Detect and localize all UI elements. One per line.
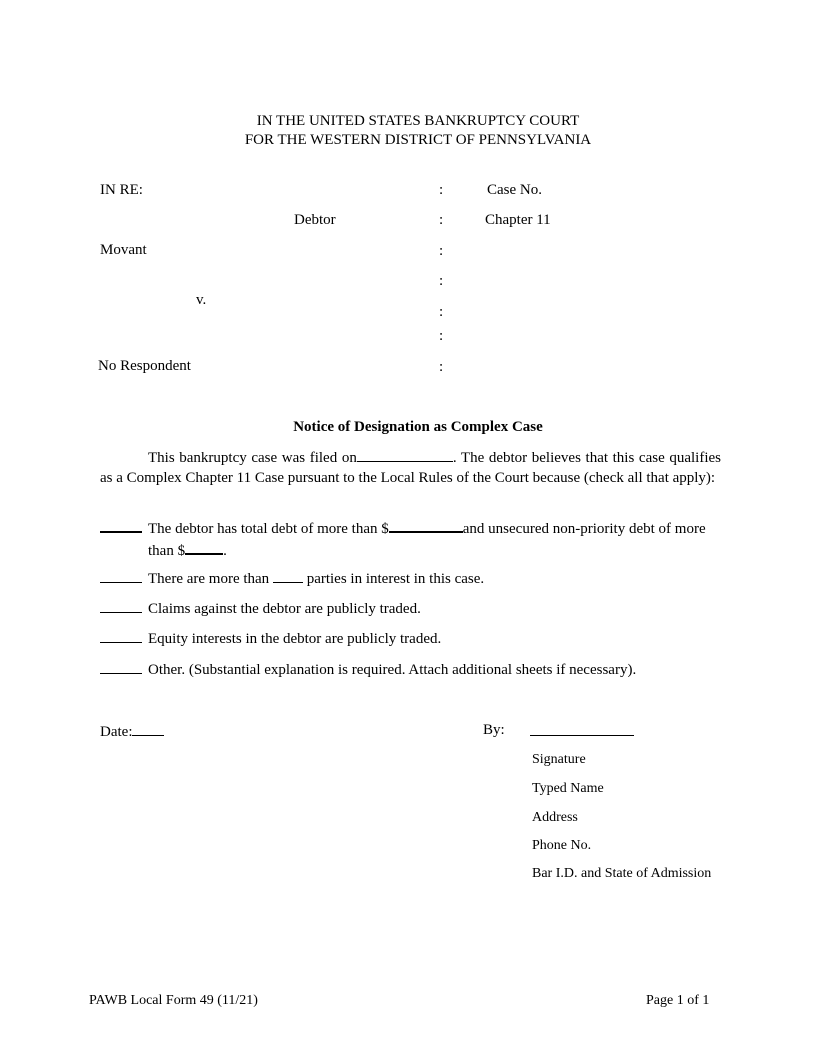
signature-line — [530, 721, 634, 741]
in-re-label: IN RE: — [100, 182, 143, 198]
item1-text-c: . — [223, 543, 227, 559]
court-name-line1: IN THE UNITED STATES BANKRUPTCY COURT — [256, 113, 580, 129]
item5-text: Other. (Substantial explanation is required. Attach additional sheets if necessary). — [148, 662, 637, 678]
bar-id-label: Bar I.D. and State of Admission — [532, 866, 712, 881]
item3-text: Claims against the debtor are publicly traded. — [148, 601, 421, 617]
intro-paragraph — [100, 447, 721, 488]
item2-text-b: parties in interest in this case. — [306, 571, 485, 587]
checkbox-line-parties[interactable] — [100, 568, 142, 583]
movant-label: Movant — [100, 242, 147, 258]
criteria-item-equity — [100, 628, 721, 649]
checkbox-line-other[interactable] — [100, 659, 142, 674]
court-name-line2: FOR THE WESTERN DISTRICT OF PENNSYLVANIA — [244, 132, 592, 148]
date-label: Date: — [100, 724, 133, 740]
case-no-label: Case No. — [487, 182, 542, 198]
filing-date-field[interactable] — [357, 447, 453, 462]
signature-field[interactable] — [530, 721, 634, 736]
caption-colon: : — [439, 243, 444, 259]
criteria-item-other — [100, 659, 721, 680]
checkbox-line-debt[interactable] — [100, 517, 142, 533]
address-label: Address — [532, 810, 578, 825]
caption-colon: : — [439, 304, 444, 320]
caption-colon: : — [439, 182, 444, 198]
notice-title: Notice of Designation as Complex Case — [293, 419, 543, 435]
total-debt-field[interactable] — [389, 517, 463, 533]
page-number: Page 1 of 1 — [646, 993, 710, 1008]
caption-colon: : — [439, 359, 444, 375]
date-row — [100, 721, 164, 741]
chapter-label: Chapter 11 — [485, 212, 551, 228]
criteria-item-parties — [100, 568, 721, 589]
item1-text-a: The debtor has total debt of more than $ — [148, 521, 389, 537]
unsecured-debt-field[interactable] — [185, 539, 223, 555]
caption-colon: : — [439, 273, 444, 289]
typed-name-label: Typed Name — [532, 781, 604, 796]
item1-text-b: and unsecured non-priority debt of more than $ — [148, 521, 706, 559]
intro-text-b: . The debtor believes that this case qualifies as a Complex Chapter 11 Case pursuant to the Local Rules of the Court because (check all that apply): — [100, 450, 721, 486]
signature-label: Signature — [532, 752, 586, 767]
intro-text-a: This bankruptcy case was filed on — [148, 450, 357, 466]
versus-label: v. — [196, 292, 207, 308]
checkbox-line-equity[interactable] — [100, 628, 142, 643]
caption-colon: : — [439, 328, 444, 344]
date-field[interactable] — [132, 721, 164, 736]
respondent-label: No Respondent — [98, 358, 191, 374]
caption-colon: : — [439, 212, 444, 228]
phone-label: Phone No. — [532, 838, 592, 853]
by-label: By: — [483, 722, 505, 738]
item2-text-a: There are more than — [148, 571, 270, 587]
item4-text: Equity interests in the debtor are publicly traded. — [148, 631, 442, 647]
criteria-item-debt — [100, 517, 721, 561]
debtor-label: Debtor — [294, 212, 336, 228]
form-identifier: PAWB Local Form 49 (11/21) — [89, 993, 258, 1008]
criteria-item-claims — [100, 598, 721, 619]
parties-count-field[interactable] — [273, 568, 303, 583]
checkbox-line-claims[interactable] — [100, 598, 142, 613]
